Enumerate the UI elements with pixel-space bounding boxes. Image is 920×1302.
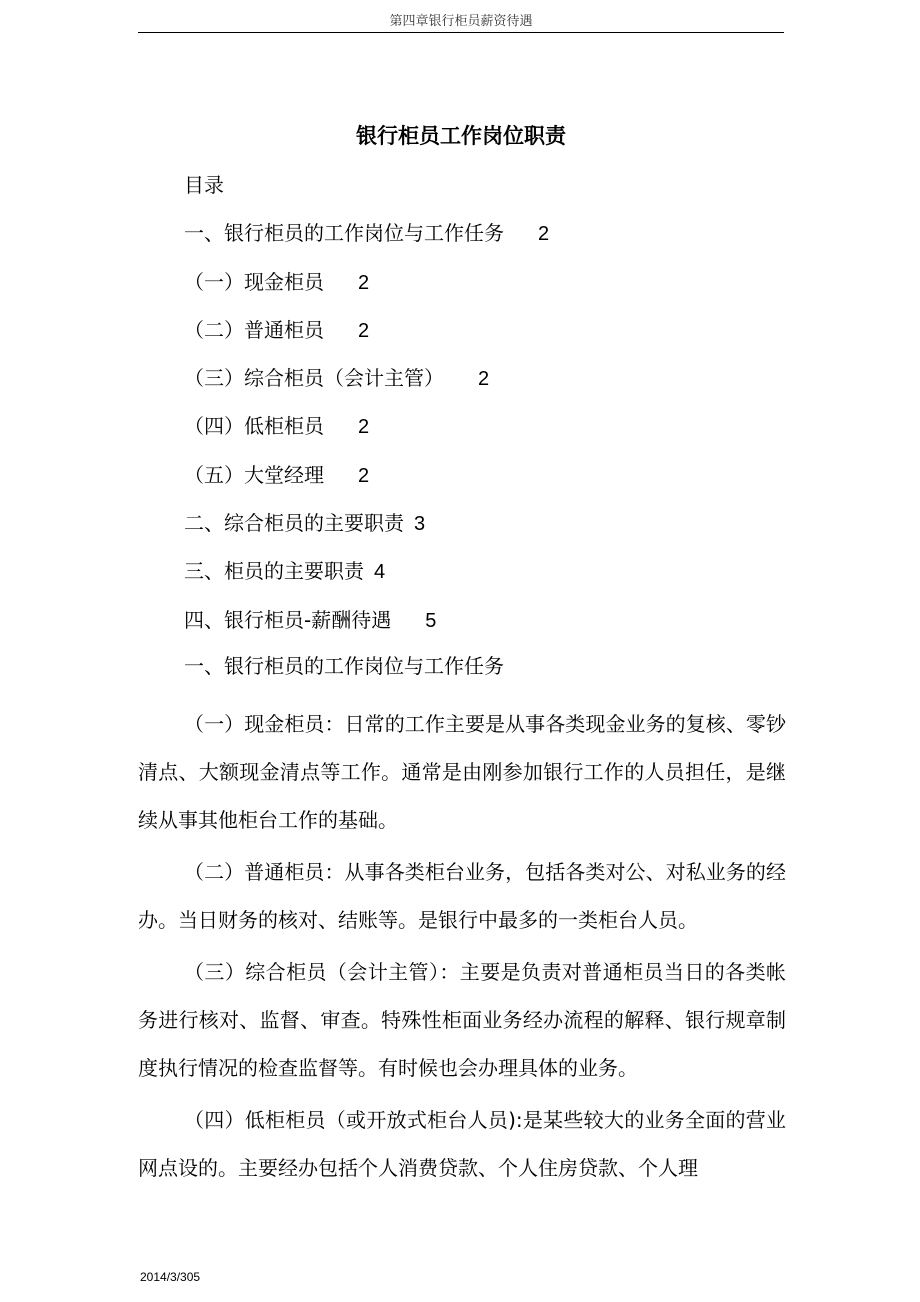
toc-item-page: 2 bbox=[358, 464, 370, 487]
table-of-contents bbox=[184, 171, 549, 654]
toc-item-text: （三）综合柜员（会计主管） bbox=[184, 366, 444, 391]
toc-item-text: 二、综合柜员的主要职责 bbox=[184, 511, 404, 536]
toc-item bbox=[184, 268, 549, 316]
header-rule bbox=[138, 32, 784, 33]
body-text bbox=[138, 700, 786, 1196]
toc-item bbox=[184, 606, 549, 654]
toc-heading: 目录 bbox=[184, 173, 224, 197]
paragraph-low-counter-teller: （四）低柜柜员（或开放式柜台人员):是某些较大的业务全面的营业网点设的。主要经办包括个人消费贷款、个人住房贷款、个人理 bbox=[138, 1108, 786, 1180]
page-header: 第四章银行柜员薪资待遇 bbox=[389, 14, 533, 29]
section-heading: 一、银行柜员的工作岗位与工作任务 bbox=[184, 654, 504, 678]
paragraph-cash-teller: （一）现金柜员：日常的工作主要是从事各类现金业务的复核、零钞清点、大额现金清点等工作。通常是由刚参加银行工作的人员担任，是继续从事其他柜台工作的基础。 bbox=[138, 712, 786, 832]
toc-item bbox=[184, 219, 549, 267]
toc-item-page: 2 bbox=[358, 416, 370, 439]
toc-item bbox=[184, 364, 549, 412]
toc-item-page: 2 bbox=[538, 223, 550, 246]
toc-item-text: 三、柜员的主要职责 bbox=[184, 559, 364, 584]
toc-item-text: （一）现金柜员 bbox=[184, 269, 324, 294]
document-title: 银行柜员工作岗位职责 bbox=[356, 124, 566, 148]
toc-item bbox=[184, 316, 549, 364]
toc-item-text: （二）普通柜员 bbox=[184, 317, 324, 342]
paragraph-integrated-teller: （三）综合柜员（会计主管）：主要是负责对普通柜员当日的各类帐务进行核对、监督、审查。特殊性柜面业务经办流程的解释、银行规章制度执行情况的检查监督等。有时候也会办理具体的业务。 bbox=[138, 960, 786, 1080]
toc-item-page: 4 bbox=[374, 561, 386, 584]
toc-item-page: 2 bbox=[358, 319, 370, 342]
toc-item-text: （五）大堂经理 bbox=[184, 462, 324, 487]
toc-item-page: 2 bbox=[358, 271, 370, 294]
paragraph-general-teller: （二）普通柜员：从事各类柜台业务，包括各类对公、对私业务的经办。当日财务的核对、结账等。是银行中最多的一类柜台人员。 bbox=[138, 860, 786, 932]
toc-item bbox=[184, 412, 549, 460]
toc-item-text: 四、银行柜员-薪酬待遇 bbox=[184, 607, 392, 632]
toc-item-text: （四）低柜柜员 bbox=[184, 414, 324, 439]
toc-item bbox=[184, 461, 549, 509]
toc-item-text: 一、银行柜员的工作岗位与工作任务 bbox=[184, 221, 504, 246]
toc-item-page: 3 bbox=[414, 513, 426, 536]
toc-item-page: 5 bbox=[425, 609, 437, 632]
toc-item-page: 2 bbox=[478, 368, 490, 391]
page-footer: 2014/3/305 bbox=[140, 1270, 201, 1284]
toc-item bbox=[184, 557, 549, 605]
toc-item bbox=[184, 509, 549, 557]
